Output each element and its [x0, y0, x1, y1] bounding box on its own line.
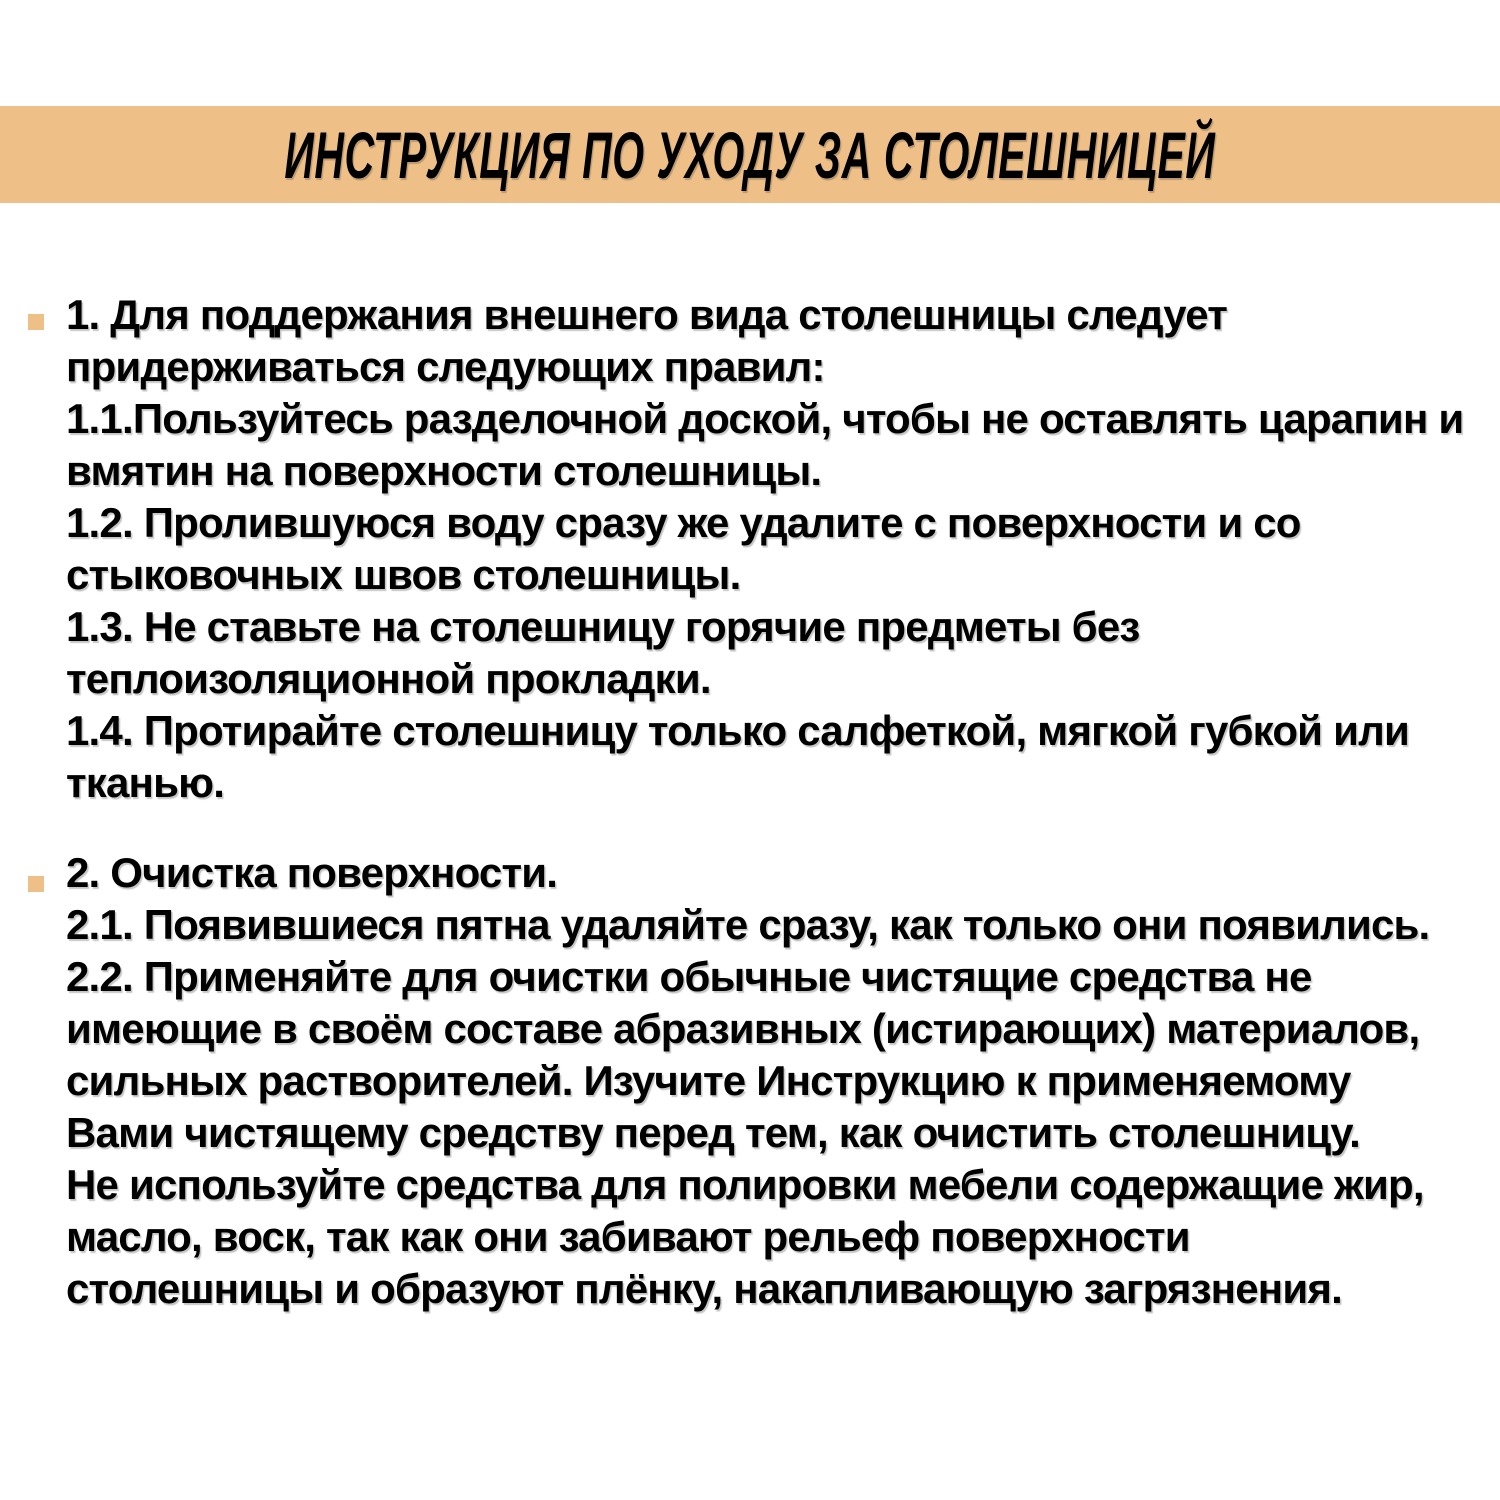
text-line: стыковочных швов столешницы. — [66, 551, 741, 598]
text-line: Не используйте средства для полировки мебели содержащие жир, — [66, 1161, 1424, 1208]
text-line: 1.4. Протирайте столешницу только салфеткой, мягкой губкой или — [66, 707, 1409, 754]
text-line: 1.2. Пролившуюся воду сразу же удалите с поверхности и со — [66, 499, 1301, 546]
section-care-rules — [66, 289, 1466, 809]
text-line: столешницы и образуют плёнку, накапливающую загрязнения. — [66, 1265, 1342, 1312]
text-line: 1.1.Пользуйтесь разделочной доской, чтобы не оставлять царапин и — [66, 395, 1464, 442]
text-line: 1. Для поддержания внешнего вида столешницы следует — [66, 291, 1228, 338]
text-line: масло, воск, так как они забивают рельеф поверхности — [66, 1213, 1190, 1260]
text-line: 2. Очистка поверхности. — [66, 849, 558, 896]
section-surface-cleaning — [66, 847, 1466, 1315]
text-line: вмятин на поверхности столешницы. — [66, 447, 822, 494]
text-line: 2.2. Применяйте для очистки обычные чистящие средства не — [66, 953, 1312, 1000]
text-line: 1.3. Не ставьте на столешницу горячие предметы без — [66, 603, 1140, 650]
bullet-square-icon — [28, 876, 44, 892]
text-line: Вами чистящему средству перед тем, как очистить столешницу. — [66, 1109, 1361, 1156]
text-line: имеющие в своём составе абразивных (истирающих) материалов, — [66, 1005, 1420, 1052]
text-line: 2.1. Появившиеся пятна удаляйте сразу, как только они появились. — [66, 901, 1430, 948]
bullet-square-icon — [28, 314, 44, 330]
page-title: ИНСТРУКЦИЯ ПО УХОДУ ЗА СТОЛЕШНИЦЕЙ — [284, 117, 1216, 192]
text-line: придерживаться следующих правил: — [66, 343, 825, 390]
text-line: тканью. — [66, 759, 225, 806]
text-line: теплоизоляционной прокладки. — [66, 655, 711, 702]
text-line: сильных растворителей. Изучите Инструкцию к применяемому — [66, 1057, 1351, 1104]
title-band — [0, 106, 1500, 203]
